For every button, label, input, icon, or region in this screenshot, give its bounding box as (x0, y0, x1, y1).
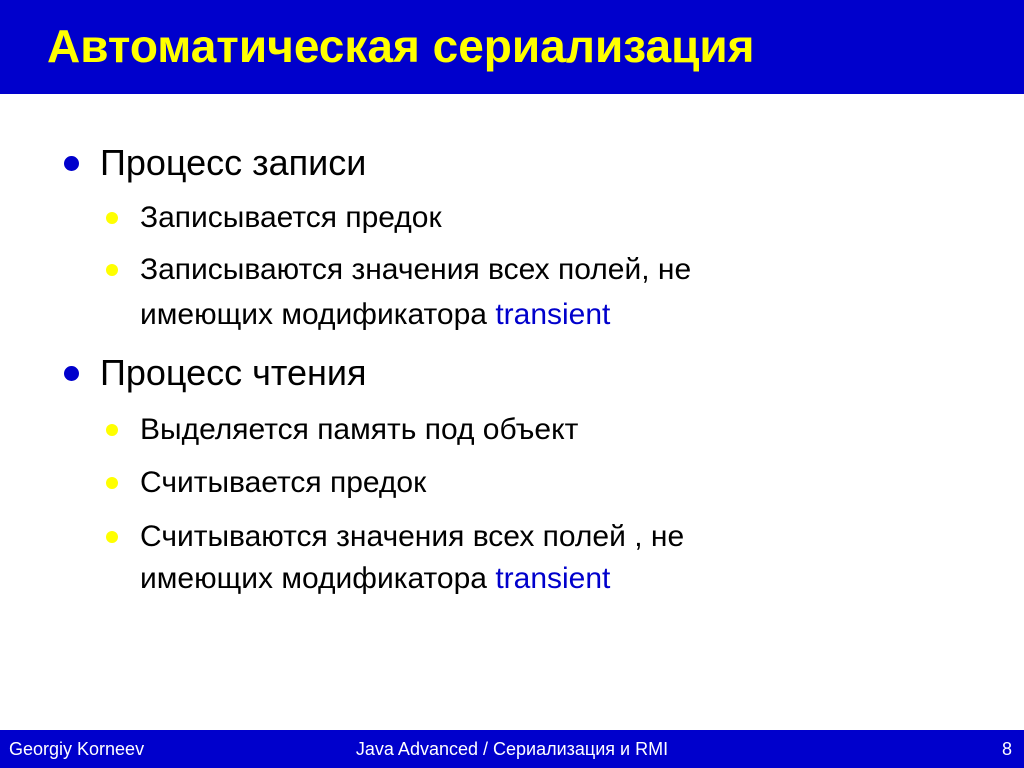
bullet-level2-icon (106, 531, 118, 543)
keyword-transient: transient (495, 298, 611, 331)
list-item-text: имеющих модификатора (140, 562, 496, 595)
bullet-level2-icon (106, 212, 118, 224)
list-item: Считываются значения всех полей , не (140, 520, 685, 553)
footer-bar (0, 730, 1024, 768)
list-item-continuation (140, 292, 610, 338)
list-item: Записываются значения всех полей, не (140, 253, 692, 286)
list-item: Считывается предок (140, 466, 427, 499)
keyword-transient: transient (495, 562, 611, 595)
bullet-level2-icon (106, 424, 118, 436)
bullet-level1-icon (64, 156, 79, 171)
footer-course-title: Java Advanced / Сериализация и RMI (355, 739, 669, 759)
list-item: Записывается предок (140, 201, 442, 234)
list-item-text: имеющих модификатора (140, 298, 496, 331)
page-number: 8 (1001, 739, 1012, 759)
section-heading-write: Процесс записи (100, 142, 367, 183)
list-item-continuation (140, 556, 610, 602)
bullet-level2-icon (106, 264, 118, 276)
bullet-level2-icon (106, 477, 118, 489)
section-heading-read: Процесс чтения (100, 352, 367, 393)
bullet-level1-icon (64, 366, 79, 381)
footer-author: Georgiy Korneev (9, 739, 145, 759)
list-item: Выделяется память под объект (140, 413, 579, 446)
slide-title: Автоматическая сериализация (47, 20, 755, 72)
